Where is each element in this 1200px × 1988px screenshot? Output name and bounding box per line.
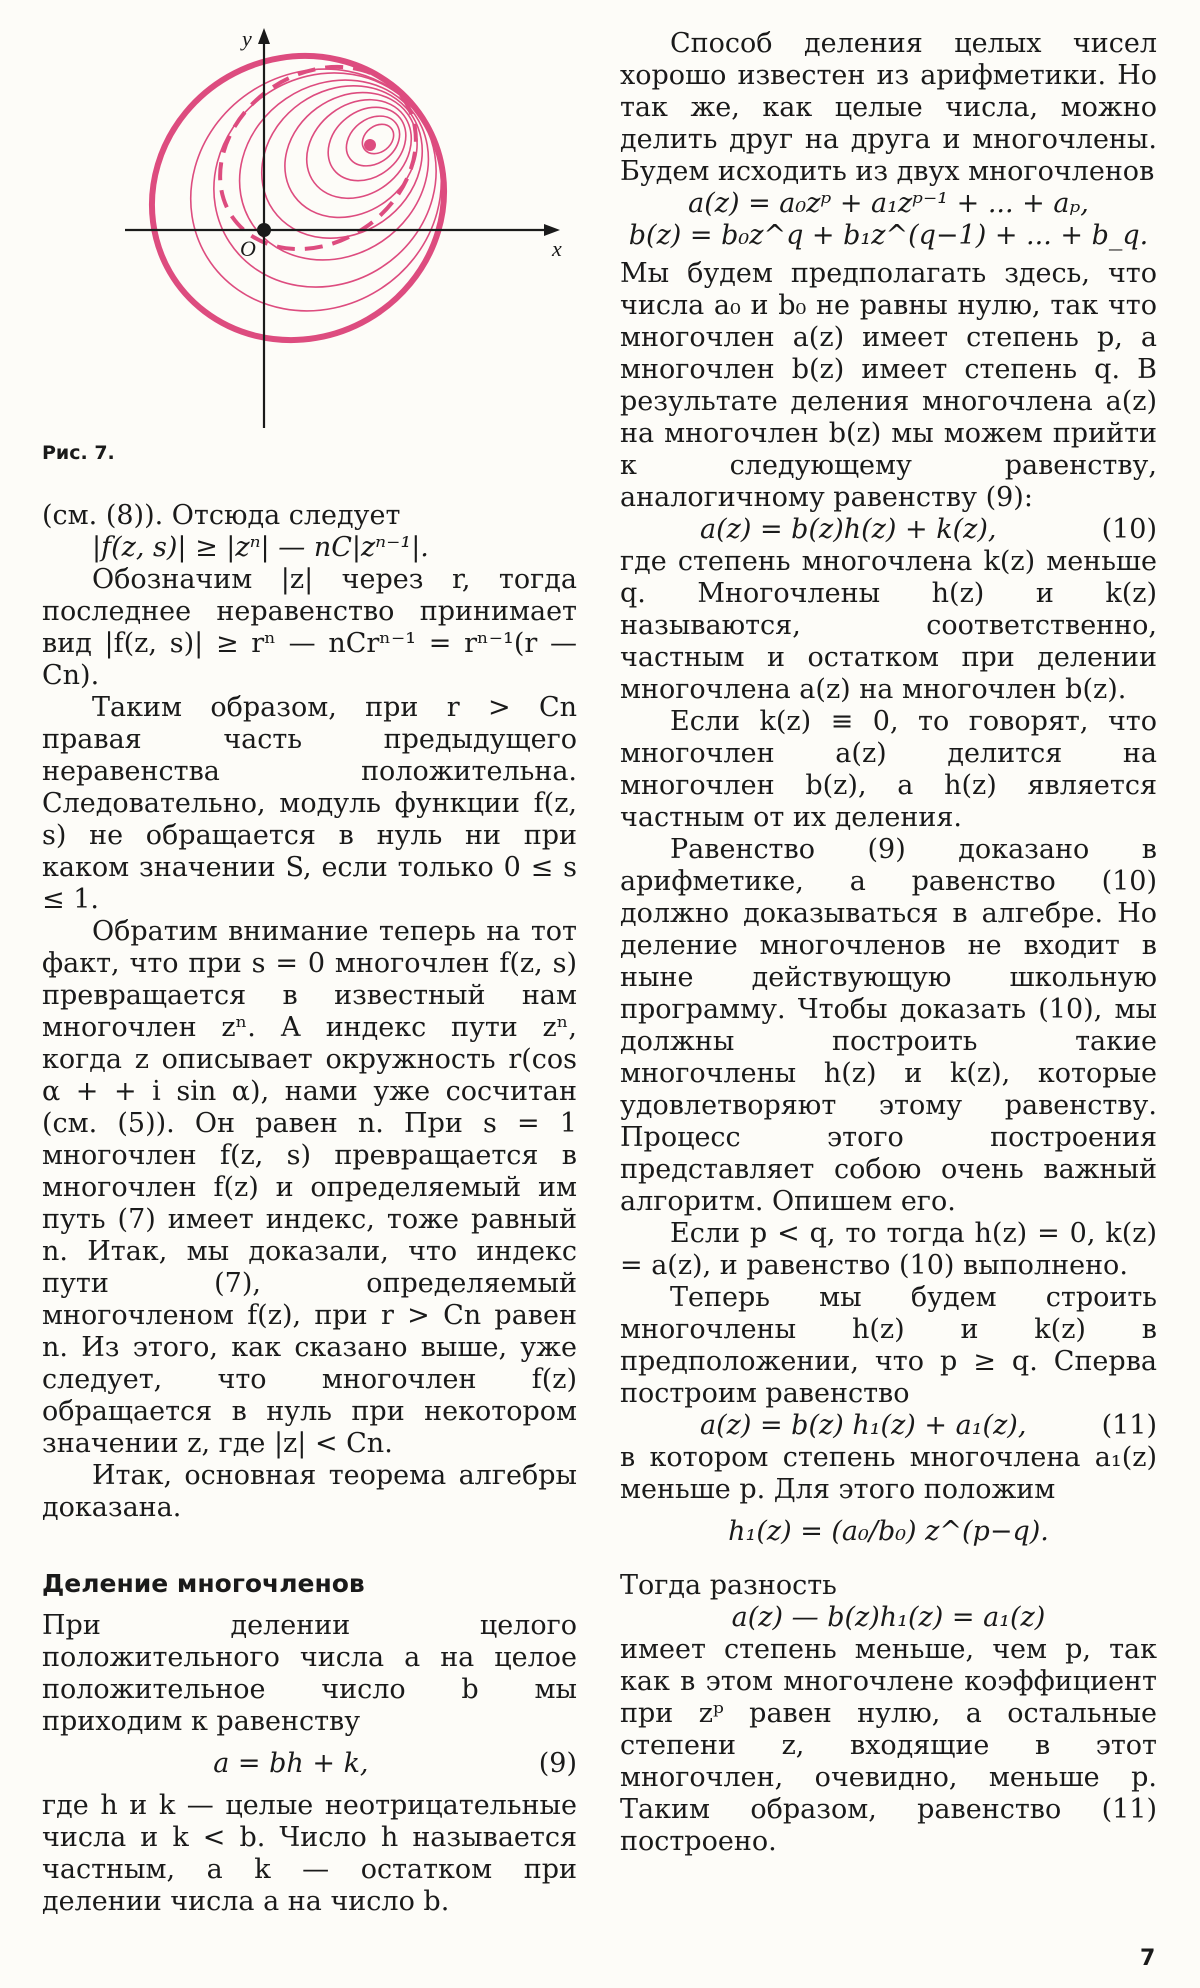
- center-point: [364, 139, 376, 151]
- paragraph: Если k(z) ≡ 0, то говорят, что многочлен a(z) делится на многочлен b(z), а h(z) является частным от их деления.: [620, 706, 1157, 833]
- paragraph: где степень многочлена k(z) меньше q. Многочлены h(z) и k(z) называются, соответственно, частным и остатком при делении многочлена a(z) на многочлен b(z).: [620, 546, 1157, 705]
- left-column: [42, 500, 577, 1918]
- axis-x-label: x: [552, 236, 562, 261]
- paragraph: имеет степень меньше, чем p, так как в этом многочлене коэффициент при zᵖ равен нулю, а остальные степени z, входящие в этот многочлен, очевидно, меньше p. Таким образом, равенство (11) построено.: [620, 1634, 1157, 1857]
- inequality-1: |f(z, s)| ≥ |zⁿ| — nC|zⁿ⁻¹|.: [92, 532, 429, 563]
- paragraph: Способ деления целых чисел хорошо известен из арифметики. Но так же, как целые числа, можно делить друг на друга и многочлены. Будем исходить из двух многочленов: [620, 28, 1157, 187]
- equation-11-body: a(z) = b(z) h₁(z) + a₁(z),: [700, 1410, 1027, 1441]
- equation-9-number: (9): [538, 1748, 577, 1779]
- figure-path-plot: [120, 28, 570, 428]
- paragraph: Таким образом, при r > Cn правая часть предыдущего неравенства положительна. Следовательно, модуль функции f(z, s) не обращается в нуль ни при каком значении S, если только 0 ≤ s ≤ 1.: [42, 692, 577, 915]
- axis-y-label: y: [242, 28, 252, 51]
- paragraph: (см. (8)). Отсюда следует: [42, 500, 401, 531]
- equation-11: [620, 1410, 1157, 1442]
- contour-curves: [120, 28, 496, 393]
- equation-10-number: (10): [1101, 514, 1157, 545]
- origin-label: O: [240, 236, 256, 261]
- paragraph: Равенство (9) доказано в арифметике, а равенство (10) должно доказываться в алгебре. Но деление многочленов не входит в ныне действующую школьную программу. Чтобы доказать (10), мы должны построить такие многочлены h(z) и k(z), которые удовлетворяют этому равенству. Процесс этого построения представляет собою очень важный алгоритм. Опишем его.: [620, 834, 1157, 1217]
- axes: [125, 36, 552, 428]
- y-axis-arrow: [258, 28, 270, 44]
- paragraph: в котором степень многочлена a₁(z) меньше p. Для этого положим: [620, 1442, 1157, 1505]
- paragraph: Тогда разность: [620, 1570, 837, 1601]
- section-heading: Деление многочленов: [42, 1569, 365, 1598]
- dashed-circle: [185, 30, 452, 287]
- paragraph: Обозначим |z| через r, тогда последнее неравенство принимает вид |f(z, s)| ≥ rⁿ — nCrⁿ⁻¹ = rⁿ⁻¹(r — Cn).: [42, 564, 577, 691]
- origin-point: [257, 223, 271, 237]
- paragraph: Итак, основная теорема алгебры доказана.: [42, 1460, 577, 1523]
- polynomial-a: a(z) = a₀zᵖ + a₁zᵖ⁻¹ + ... + aₚ,: [688, 188, 1089, 219]
- paragraph: Теперь мы будем строить многочлены h(z) и k(z) в предположении, что p ≥ q. Сперва построим равенство: [620, 1282, 1157, 1409]
- page-number: 7: [1140, 1946, 1156, 1971]
- paragraph: Обратим внимание теперь на тот факт, что при s = 0 многочлен f(z, s) превращается в известный нам многочлен zⁿ. А индекс пути zⁿ, когда z описывает окружность r(cos α + + i sin α), нами уже сосчитан (см. (5)). Он равен n. При s = 1 многочлен f(z, s) превращается в многочлен f(z) и определяемый им путь (7) имеет индекс, тоже равный n. Итак, мы доказали, что индекс пути (7), определяемый многочленом f(z), при r > Cn равен n. Из этого, как сказано выше, уже следует, что многочлен f(z) обращается в нуль при некотором значении z, где |z| < Cn.: [42, 916, 577, 1459]
- paragraph: Мы будем предполагать здесь, что числа a₀ и b₀ не равны нулю, так что многочлен a(z) имеет степень p, а многочлен b(z) имеет степень q. В результате деления многочлена a(z) на многочлен b(z) мы можем прийти к следующему равенству, аналогичному равенству (9):: [620, 258, 1157, 513]
- quotient-h1: h₁(z) = (a₀/b₀) z^(p−q).: [728, 1516, 1049, 1547]
- x-axis-arrow: [544, 224, 560, 236]
- paragraph: где h и k — целые неотрицательные числа и k < b. Число h называется частным, а k — остатком при делении числа a на число b.: [42, 1790, 577, 1917]
- polynomial-b: b(z) = b₀z^q + b₁z^(q−1) + ... + b_q.: [628, 220, 1149, 251]
- equation-10-body: a(z) = b(z)h(z) + k(z),: [700, 514, 997, 545]
- contour-ring: [357, 118, 400, 159]
- outer-path-curve: [120, 28, 496, 393]
- figure-caption: Рис. 7.: [42, 442, 115, 464]
- right-column: [620, 28, 1157, 1858]
- difference-equation: a(z) — b(z)h₁(z) = a₁(z): [731, 1602, 1046, 1633]
- equation-9-body: a = bh + k,: [213, 1748, 369, 1779]
- paragraph: При делении целого положительного числа a на целое положительное число b мы приходим к равенству: [42, 1610, 577, 1737]
- equation-11-number: (11): [1101, 1410, 1157, 1441]
- equation-9: [42, 1748, 577, 1780]
- paragraph: Если p < q, то тогда h(z) = 0, k(z) = a(z), и равенство (10) выполнено.: [620, 1218, 1157, 1281]
- equation-10: [620, 514, 1157, 546]
